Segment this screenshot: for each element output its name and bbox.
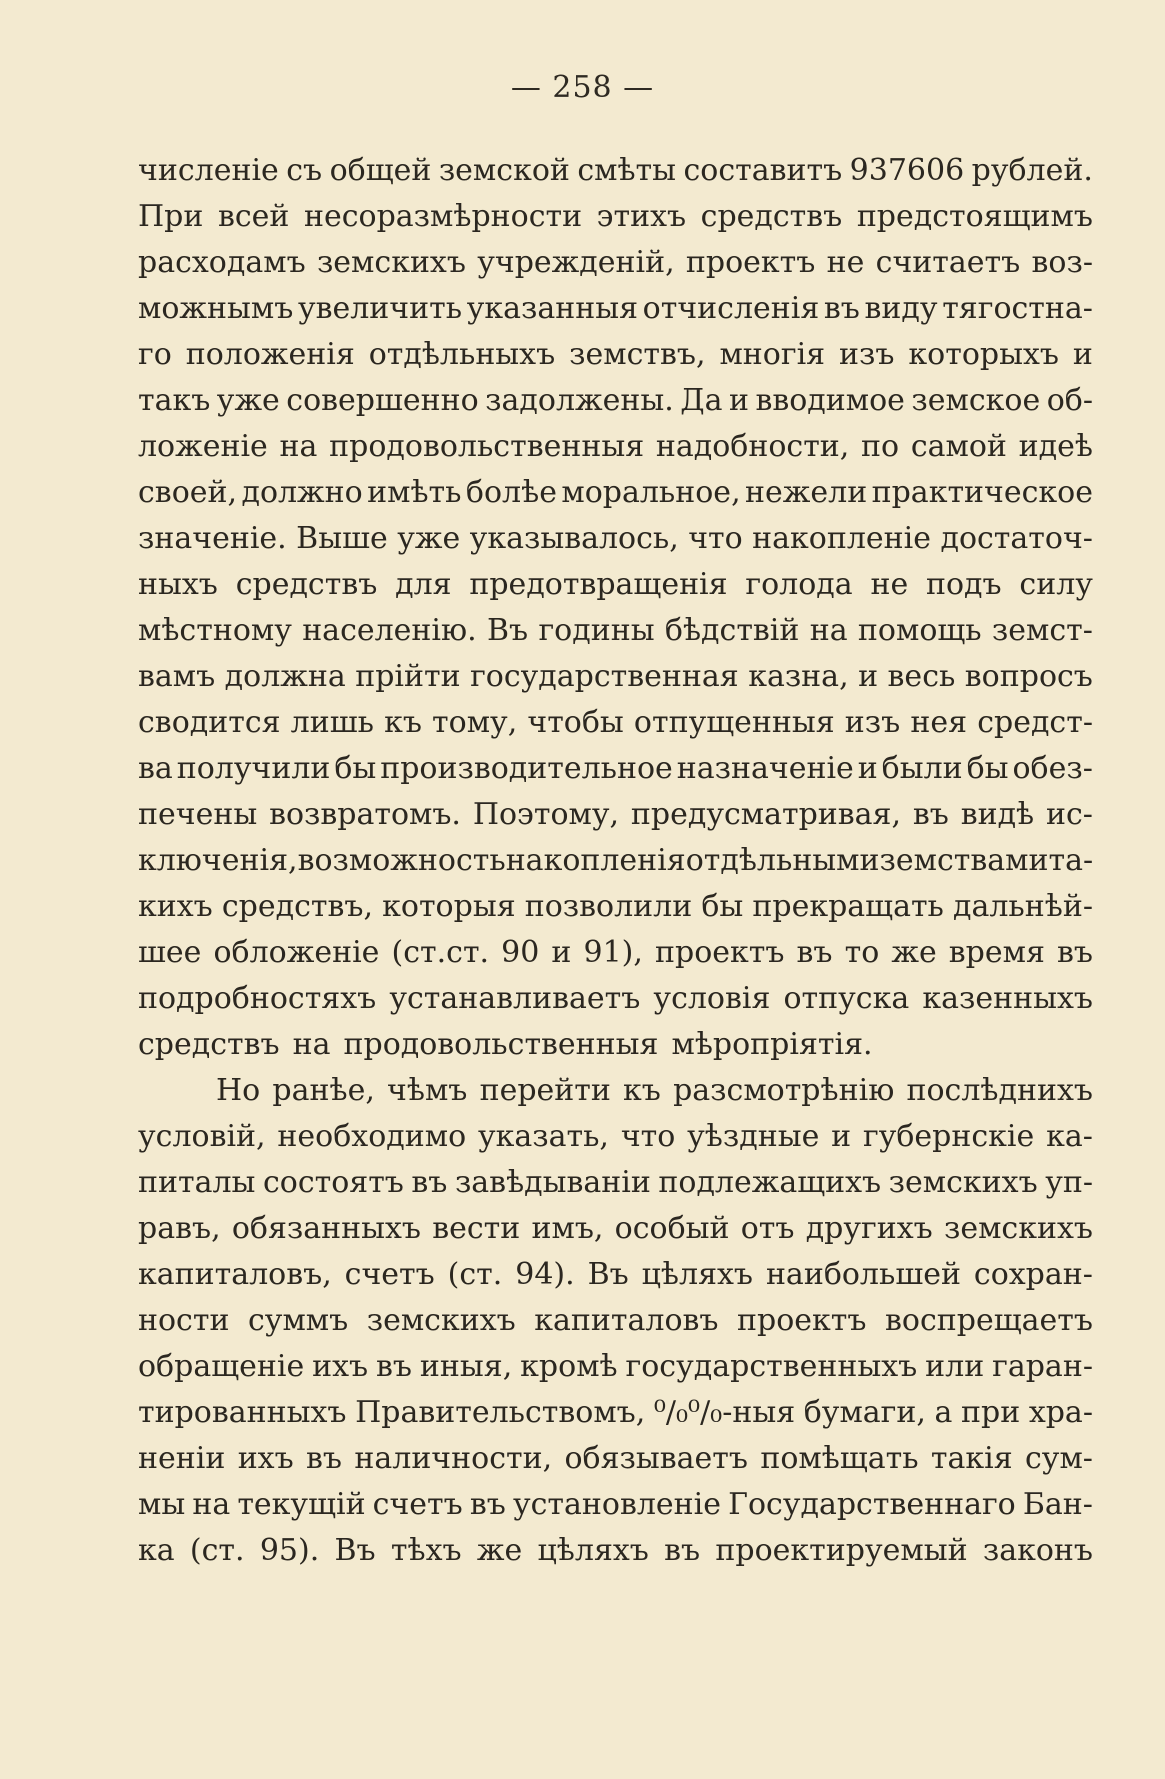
word: указанныя xyxy=(466,291,639,326)
word: земскихъ xyxy=(943,1211,1093,1246)
word: отъ xyxy=(740,1211,795,1246)
word: же xyxy=(891,935,937,970)
word: получили xyxy=(176,751,331,786)
word: уже xyxy=(397,521,461,556)
word: позволили xyxy=(524,889,693,924)
word: подлежащихъ xyxy=(658,1165,882,1200)
word: ка- xyxy=(1046,1119,1093,1154)
word: 937606 xyxy=(849,153,965,188)
word: законъ xyxy=(982,1533,1093,1568)
word: об- xyxy=(1046,383,1093,418)
word: ихъ xyxy=(237,1441,294,1476)
word: Но xyxy=(216,1073,261,1108)
word: считаетъ xyxy=(875,245,1021,280)
word: болѣе xyxy=(465,475,557,510)
word: хра- xyxy=(1028,1395,1093,1430)
word: помощь xyxy=(857,613,982,648)
word: При xyxy=(138,199,204,234)
word: такъ xyxy=(138,383,211,418)
word: послѣднихъ xyxy=(906,1073,1093,1108)
word: го xyxy=(138,337,172,372)
word: въ xyxy=(411,1165,448,1200)
word: Бан- xyxy=(1022,1487,1093,1522)
word: бы xyxy=(701,889,744,924)
word: въ xyxy=(376,1349,413,1384)
word: средст- xyxy=(977,705,1093,740)
word: обращеніе xyxy=(138,1349,305,1384)
word: увеличить xyxy=(297,291,463,326)
word: счетъ xyxy=(372,1487,463,1522)
text-line xyxy=(138,1022,1093,1068)
word: въ xyxy=(664,1533,701,1568)
word: идеѣ xyxy=(1018,429,1093,464)
word: гаран- xyxy=(992,1349,1093,1384)
word: тированныхъ xyxy=(138,1395,347,1430)
text-line xyxy=(138,838,1093,884)
word: (ст.ст. xyxy=(391,935,490,970)
word: кихъ xyxy=(138,889,213,924)
word: сум- xyxy=(1025,1441,1093,1476)
word: ключенія, xyxy=(138,843,298,878)
word: проектъ xyxy=(685,245,816,280)
word: отпуска xyxy=(783,981,910,1016)
text-line xyxy=(138,240,1093,286)
word: воз- xyxy=(1031,245,1093,280)
word: тѣхъ xyxy=(390,1533,462,1568)
text-line xyxy=(138,1252,1093,1298)
word: состоятъ xyxy=(262,1165,404,1200)
word: земскихъ xyxy=(366,1303,516,1338)
word: вамъ xyxy=(138,659,216,694)
text-line xyxy=(138,976,1093,1022)
text-line xyxy=(138,194,1093,240)
text-line xyxy=(138,884,1093,930)
word: которыхъ xyxy=(908,337,1059,372)
word: такія xyxy=(930,1441,1013,1476)
word: государственная xyxy=(470,659,739,694)
word: средствъ xyxy=(235,567,378,602)
word: бы xyxy=(334,751,377,786)
word: въ xyxy=(796,935,833,970)
word: Да xyxy=(680,383,723,418)
word: обез- xyxy=(1012,751,1093,786)
text-line xyxy=(138,608,1093,654)
text-line xyxy=(138,148,1093,194)
word: всей xyxy=(217,199,290,234)
word: Государственнаго xyxy=(728,1487,1016,1522)
text-line xyxy=(138,1068,1093,1114)
word: разсмотрѣнію xyxy=(673,1073,895,1108)
word: лишь xyxy=(290,705,374,740)
word: 90 xyxy=(501,935,540,970)
word: текущій xyxy=(237,1487,366,1522)
word: предусматривая, xyxy=(630,797,902,832)
word: капиталовъ xyxy=(534,1303,719,1338)
word: на xyxy=(192,1487,231,1522)
word: бѣдствій xyxy=(664,613,800,648)
word: Правительствомъ, xyxy=(355,1395,646,1430)
word: на xyxy=(279,429,318,464)
word: надобности, xyxy=(655,429,850,464)
word: мѣропріятія. xyxy=(671,1027,873,1062)
word: и xyxy=(551,935,572,970)
text-line xyxy=(138,1344,1093,1390)
word: имѣть xyxy=(367,475,462,510)
text-line xyxy=(138,792,1093,838)
word: мы xyxy=(138,1487,186,1522)
word: капиталовъ, xyxy=(138,1257,332,1292)
text-line xyxy=(138,562,1093,608)
word: ка xyxy=(138,1533,175,1568)
text-line xyxy=(138,332,1093,378)
word: отчисленія xyxy=(642,291,820,326)
word: земствъ, xyxy=(569,337,706,372)
word: земст- xyxy=(991,613,1093,648)
word: отдѣльныхъ xyxy=(368,337,556,372)
word: видѣ xyxy=(960,797,1035,832)
word: не xyxy=(870,567,909,602)
word: были xyxy=(881,751,963,786)
word: кромѣ xyxy=(520,1349,618,1384)
word: земское xyxy=(911,383,1041,418)
word: населенію. xyxy=(302,613,477,648)
word: можнымъ xyxy=(138,291,294,326)
word: которыя xyxy=(382,889,516,924)
body-text xyxy=(138,148,1093,1574)
word: губернскіе xyxy=(863,1119,1035,1154)
word: обложеніе xyxy=(213,935,380,970)
word: Въ xyxy=(334,1533,376,1568)
word: и xyxy=(858,659,879,694)
word: при xyxy=(961,1395,1021,1430)
word: та- xyxy=(1048,843,1094,878)
word: счетъ xyxy=(344,1257,435,1292)
word: неніи xyxy=(138,1441,226,1476)
word: питалы xyxy=(138,1165,256,1200)
word: ис- xyxy=(1046,797,1093,832)
text-line xyxy=(138,930,1093,976)
word: самой xyxy=(910,429,1007,464)
word: шее xyxy=(138,935,202,970)
word: годины xyxy=(538,613,655,648)
word: общей xyxy=(329,153,432,188)
word: дальнѣй- xyxy=(953,889,1093,924)
word: или xyxy=(925,1349,985,1384)
word: своей, xyxy=(138,475,238,510)
word: возвратомъ. xyxy=(269,797,461,832)
word: воспрещаетъ xyxy=(885,1303,1093,1338)
word: должно xyxy=(241,475,363,510)
word: предотвращенія xyxy=(469,567,728,602)
word: печены xyxy=(138,797,258,832)
page-number: — 258 — xyxy=(510,70,655,105)
word: завѣдываніи xyxy=(454,1165,651,1200)
word: казна, xyxy=(748,659,849,694)
word: тому, xyxy=(432,705,518,740)
word: чтобы xyxy=(527,705,624,740)
word: вести xyxy=(432,1211,521,1246)
word: въ xyxy=(1056,935,1093,970)
word: Поэтому, xyxy=(472,797,620,832)
word: особый xyxy=(614,1211,730,1246)
word: подъ xyxy=(926,567,1002,602)
word: съ xyxy=(286,153,323,188)
word: отпущенныя xyxy=(633,705,835,740)
word: указать, xyxy=(477,1119,609,1154)
word: по xyxy=(861,429,900,464)
word: изъ xyxy=(844,705,901,740)
word: 94). xyxy=(515,1257,575,1292)
word: накопленіе xyxy=(752,521,932,556)
word: средствъ, xyxy=(221,889,374,924)
word: на xyxy=(292,1027,331,1062)
word: накопленія xyxy=(505,843,686,878)
word: земской xyxy=(438,153,570,188)
word: этихъ xyxy=(596,199,687,234)
word: указывалось, xyxy=(469,521,679,556)
word: наличности, xyxy=(354,1441,553,1476)
text-line xyxy=(138,1528,1093,1574)
word: то xyxy=(844,935,880,970)
word: ихъ xyxy=(312,1349,369,1384)
word: Въ xyxy=(487,613,529,648)
word: 95). xyxy=(259,1533,320,1568)
word: и xyxy=(729,383,749,418)
word: земствами xyxy=(879,843,1049,878)
word: виду xyxy=(864,291,938,326)
text-line xyxy=(138,1160,1093,1206)
word: совершенно xyxy=(286,383,479,418)
word: производительное xyxy=(380,751,673,786)
word: значеніе. xyxy=(138,521,287,556)
word: уѣздные xyxy=(687,1119,820,1154)
word: продовольственныя xyxy=(329,429,645,464)
word: проектъ xyxy=(737,1303,867,1338)
word: а xyxy=(934,1395,953,1430)
word: бумаги, xyxy=(803,1395,926,1430)
word: многія xyxy=(719,337,826,372)
word: же xyxy=(476,1533,523,1568)
word: цѣляхъ xyxy=(537,1533,649,1568)
text-line xyxy=(138,470,1093,516)
word: ложеніе xyxy=(138,429,268,464)
word: условій, xyxy=(138,1119,266,1154)
word: проектъ xyxy=(655,935,785,970)
word: помѣщать xyxy=(760,1441,919,1476)
word: смѣты xyxy=(577,153,677,188)
word: и xyxy=(1072,337,1093,372)
word: тягостна- xyxy=(942,291,1093,326)
word: нея xyxy=(910,705,968,740)
word: бы xyxy=(966,751,1009,786)
word: и xyxy=(831,1119,852,1154)
word: голода xyxy=(745,567,853,602)
word: предстоящимъ xyxy=(856,199,1093,234)
word: государственныхъ xyxy=(625,1349,918,1384)
word: перейти xyxy=(479,1073,611,1108)
word: въ xyxy=(912,797,949,832)
word: иныя, xyxy=(419,1349,513,1384)
word: задолжены. xyxy=(485,383,674,418)
text-line xyxy=(138,378,1093,424)
word: ныхъ xyxy=(138,567,218,602)
word: вопросъ xyxy=(964,659,1093,694)
word: практическое xyxy=(871,475,1093,510)
text-line xyxy=(138,700,1093,746)
text-line xyxy=(138,1482,1093,1528)
word: уп- xyxy=(1045,1165,1093,1200)
word: вводимое xyxy=(755,383,905,418)
word: въ xyxy=(469,1487,506,1522)
word: къ xyxy=(623,1073,661,1108)
word: въ xyxy=(306,1441,343,1476)
text-line xyxy=(138,746,1093,792)
word: ⁰/₀⁰/₀-ныя xyxy=(653,1395,796,1430)
word: прекращать xyxy=(752,889,944,924)
word: положенія xyxy=(185,337,355,372)
word: въ xyxy=(823,291,860,326)
word: устанавливаетъ xyxy=(389,981,641,1016)
word: силу xyxy=(1019,567,1093,602)
text-line xyxy=(138,1114,1093,1160)
text-line xyxy=(138,1436,1093,1482)
word: проектируемый xyxy=(715,1533,968,1568)
word: суммъ xyxy=(247,1303,349,1338)
word: Въ xyxy=(587,1257,629,1292)
word: не xyxy=(826,245,865,280)
word: къ xyxy=(384,705,422,740)
word: должна xyxy=(224,659,346,694)
word: имъ, xyxy=(531,1211,604,1246)
word: средствъ xyxy=(700,199,843,234)
word: для xyxy=(395,567,452,602)
word: уже xyxy=(216,383,280,418)
text-line xyxy=(138,1390,1093,1436)
word: достаточ- xyxy=(940,521,1093,556)
word: цѣляхъ xyxy=(641,1257,754,1292)
word: чѣмъ xyxy=(387,1073,468,1108)
word: Выше xyxy=(296,521,388,556)
word: земскихъ xyxy=(888,1165,1038,1200)
word: весь xyxy=(887,659,956,694)
word: средствъ xyxy=(138,1027,280,1062)
text-line xyxy=(138,516,1093,562)
word: нежели xyxy=(745,475,868,510)
word: 91), xyxy=(583,935,643,970)
word: продовольственныя xyxy=(343,1027,659,1062)
word: ности xyxy=(138,1303,230,1338)
word: на xyxy=(809,613,848,648)
word: ранѣе, xyxy=(272,1073,375,1108)
word: и xyxy=(857,751,878,786)
text-line xyxy=(138,286,1093,332)
word: подробностяхъ xyxy=(138,981,377,1016)
text-line xyxy=(138,1298,1093,1344)
word: необходимо xyxy=(277,1119,467,1154)
word: рублей. xyxy=(971,153,1093,188)
word: что xyxy=(688,521,743,556)
text-line xyxy=(138,1206,1093,1252)
word: установленіе xyxy=(512,1487,721,1522)
word: расходамъ xyxy=(138,245,306,280)
word: отдѣльными xyxy=(685,843,880,878)
word: численіе xyxy=(138,153,279,188)
word: прійти xyxy=(355,659,461,694)
word: земскихъ xyxy=(316,245,466,280)
text-line xyxy=(138,654,1093,700)
word: сохран- xyxy=(973,1257,1093,1292)
word: (ст. xyxy=(189,1533,245,1568)
word: моральное, xyxy=(561,475,741,510)
word: несоразмѣрности xyxy=(303,199,583,234)
word: мѣстному xyxy=(138,613,292,648)
word: наибольшей xyxy=(765,1257,961,1292)
word: составитъ xyxy=(683,153,843,188)
word: условія xyxy=(653,981,771,1016)
word: обязываетъ xyxy=(564,1441,748,1476)
word: обязанныхъ xyxy=(231,1211,421,1246)
text-line xyxy=(138,424,1093,470)
word: другихъ xyxy=(805,1211,933,1246)
word: время xyxy=(948,935,1045,970)
word: (ст. xyxy=(447,1257,503,1292)
word: назначеніе xyxy=(676,751,854,786)
word: сводится xyxy=(138,705,281,740)
word: изъ xyxy=(839,337,895,372)
word: возможность xyxy=(297,843,506,878)
word: что xyxy=(620,1119,676,1154)
word: казенныхъ xyxy=(922,981,1093,1016)
word: учрежденій, xyxy=(477,245,675,280)
word: равъ, xyxy=(138,1211,221,1246)
word: ва xyxy=(138,751,173,786)
